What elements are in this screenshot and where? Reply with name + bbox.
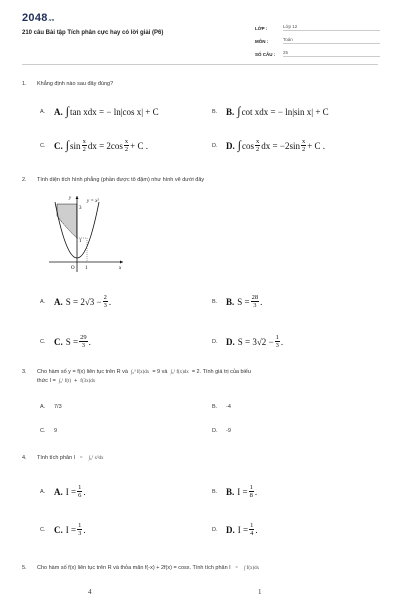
meta-label: LỚP : bbox=[255, 26, 268, 31]
option-label: C. bbox=[54, 140, 63, 151]
meta-value: 25 bbox=[283, 50, 380, 57]
logo-text: 2048 bbox=[22, 12, 48, 24]
question-text bbox=[37, 564, 382, 573]
question-text: Khẳng định nào sau đây đúng? bbox=[37, 81, 114, 87]
fraction bbox=[249, 484, 254, 499]
option-label: A. bbox=[54, 486, 63, 497]
question-text-part: thức I = bbox=[37, 378, 56, 384]
option-expression: cos bbox=[242, 140, 255, 151]
page-title: 210 câu Bài tập Tích phân cực hay có lời giải (P6) bbox=[22, 30, 164, 36]
header-divider bbox=[22, 64, 378, 65]
q5-partial-b: 1 bbox=[258, 588, 262, 596]
question-text: Tính diện tích hình phẳng (phần được tô đậm) như hình vẽ dưới đây bbox=[37, 177, 205, 183]
option-expression: tan xdx = − ln|cos x| + C bbox=[70, 106, 159, 117]
option-value: -9 bbox=[226, 428, 231, 434]
tick-label: 1 bbox=[85, 266, 88, 271]
fraction-denominator: 3 bbox=[81, 342, 85, 349]
option-value: -4 bbox=[226, 404, 231, 410]
fraction-denominator: 3 bbox=[275, 342, 279, 349]
document-meta bbox=[255, 18, 380, 57]
option-letter: D. bbox=[212, 526, 218, 533]
q4-option-c[interactable] bbox=[40, 522, 86, 537]
question-number: 1. bbox=[22, 81, 27, 87]
option-label: C. bbox=[54, 336, 63, 347]
tick-label: 1 bbox=[79, 239, 82, 244]
q4-option-b[interactable] bbox=[212, 484, 257, 499]
option-expression: . bbox=[280, 336, 284, 347]
question-text-part: + bbox=[74, 378, 78, 384]
option-value: 9 bbox=[54, 428, 58, 434]
meta-row-subject bbox=[255, 31, 380, 44]
fraction: $\frac{x}{2}$ bbox=[124, 138, 129, 153]
option-expression: S = 3√2 − bbox=[237, 336, 274, 347]
question-text-part: Tính tích phân I bbox=[37, 455, 76, 461]
question-4 bbox=[22, 454, 382, 463]
option-letter: B. bbox=[212, 404, 218, 410]
fraction-numerator: 1 bbox=[78, 522, 82, 529]
parabola-graph bbox=[45, 194, 125, 274]
option-letter: C. bbox=[40, 338, 46, 345]
option-letter: A. bbox=[40, 488, 46, 495]
fraction bbox=[77, 484, 82, 499]
option-expression: dx = 2cos bbox=[87, 140, 123, 151]
fraction bbox=[103, 294, 108, 309]
q2-option-d[interactable] bbox=[212, 334, 283, 349]
fraction bbox=[275, 334, 280, 349]
option-letter: B. bbox=[212, 108, 218, 115]
meta-value: Lớp 12 bbox=[283, 24, 380, 31]
fraction-denominator: 6 bbox=[78, 492, 82, 499]
integral-sign: ∫ bbox=[237, 138, 242, 152]
option-expression: S = bbox=[237, 296, 250, 307]
q1-option-c[interactable] bbox=[40, 138, 148, 153]
integral-expression: f(3x)dx bbox=[80, 379, 96, 384]
option-value: 7/3 bbox=[54, 404, 62, 410]
fraction-numerator: 2 bbox=[103, 294, 107, 301]
option-letter: C. bbox=[40, 428, 46, 434]
option-letter: D. bbox=[212, 142, 218, 149]
q4-option-d[interactable] bbox=[212, 522, 258, 537]
tick-label: 3 bbox=[79, 206, 82, 211]
option-expression: I = bbox=[65, 524, 77, 535]
option-expression: . bbox=[254, 486, 258, 497]
fraction bbox=[79, 334, 88, 349]
fraction-numerator: 1 bbox=[250, 522, 254, 529]
option-letter: A. bbox=[40, 404, 46, 410]
option-letter: B. bbox=[212, 298, 218, 305]
fraction bbox=[77, 522, 82, 537]
curve-label: y = x² bbox=[87, 199, 99, 204]
question-1 bbox=[22, 80, 382, 89]
x-axis-arrow bbox=[120, 261, 123, 264]
question-number: 3. bbox=[22, 369, 27, 375]
fraction-denominator: 3 bbox=[253, 302, 257, 309]
option-expression: I = bbox=[65, 486, 77, 497]
q2-option-a[interactable] bbox=[40, 294, 111, 309]
q3-option-c[interactable] bbox=[40, 428, 57, 434]
option-letter: C. bbox=[40, 142, 46, 149]
y-axis-label: y bbox=[69, 196, 72, 201]
question-number: 5. bbox=[22, 565, 27, 571]
q3-option-a[interactable] bbox=[40, 404, 62, 410]
option-expression: S = bbox=[65, 336, 79, 347]
option-letter: D. bbox=[212, 428, 218, 434]
fraction-numerator: 28 bbox=[251, 294, 259, 301]
integral-sign: ∫ bbox=[65, 104, 70, 118]
q2-option-b[interactable] bbox=[212, 294, 262, 309]
option-expression: . bbox=[255, 524, 258, 535]
integral-expression: ∫₀³ f(x)dx bbox=[130, 370, 150, 375]
option-label: D. bbox=[226, 524, 235, 535]
meta-row-count bbox=[255, 44, 380, 57]
integral-expression: ∫₀¹ f(x)dx bbox=[170, 370, 189, 375]
question-number: 2. bbox=[22, 177, 27, 183]
option-label: D. bbox=[226, 336, 235, 347]
option-expression: . bbox=[88, 336, 91, 347]
option-letter: C. bbox=[40, 526, 46, 533]
question-text-part: = 9 và bbox=[152, 369, 168, 375]
integral-sign: ∫ bbox=[65, 138, 70, 152]
fraction-numerator: 29 bbox=[80, 334, 87, 341]
option-label: B. bbox=[226, 486, 235, 497]
fraction-denominator: 8 bbox=[249, 492, 253, 499]
integral-sign: ∫ bbox=[237, 104, 241, 118]
fraction: $\frac{x}{2}$ bbox=[82, 138, 86, 153]
fraction-numerator: 1 bbox=[275, 334, 279, 341]
y-axis-arrow bbox=[76, 196, 79, 199]
option-expression: dx = −2sin bbox=[261, 140, 300, 151]
integral-expression: ∫₀¹ f(t) bbox=[58, 379, 72, 384]
x-axis-label: x bbox=[119, 266, 122, 271]
option-expression: S = 2√3 − bbox=[65, 296, 102, 307]
question-3 bbox=[22, 368, 382, 386]
fraction: $\frac{x}{2}$ bbox=[256, 138, 260, 153]
site-logo[interactable] bbox=[22, 12, 54, 24]
fraction bbox=[249, 522, 254, 537]
meta-value: Toán bbox=[283, 37, 380, 44]
q1-option-d[interactable] bbox=[212, 138, 325, 153]
option-label: C. bbox=[54, 524, 63, 535]
fraction-denominator: 3 bbox=[103, 302, 107, 309]
option-expression: + C . bbox=[130, 140, 148, 151]
option-expression: I = bbox=[237, 524, 249, 535]
fraction-denominator: 3 bbox=[78, 530, 82, 537]
option-label: D. bbox=[226, 140, 235, 151]
meta-label: SỐ CÂU : bbox=[255, 52, 276, 57]
question-text bbox=[37, 377, 382, 386]
option-expression: sin bbox=[70, 140, 81, 151]
fraction-denominator: 4 bbox=[250, 530, 254, 537]
fraction: $\frac{x}{2}$ bbox=[301, 138, 306, 153]
shaded-region bbox=[57, 204, 77, 238]
question-text bbox=[37, 454, 382, 463]
fraction-numerator: 1 bbox=[249, 484, 253, 491]
option-expression: . bbox=[83, 486, 86, 497]
option-label: A. bbox=[54, 106, 63, 117]
option-expression: . bbox=[83, 524, 86, 535]
option-expression: I = bbox=[237, 486, 248, 497]
question-text-part: = 2. Tính giá trị của biểu bbox=[191, 369, 251, 375]
fraction-numerator: 1 bbox=[78, 484, 82, 491]
q4-option-a[interactable] bbox=[40, 484, 86, 499]
option-label: B. bbox=[226, 296, 235, 307]
option-expression: . bbox=[108, 296, 112, 307]
q2-option-c[interactable] bbox=[40, 334, 91, 349]
question-text-part: Cho hàm số y = f(x) liên tục trên R và bbox=[37, 369, 128, 375]
equals-sign: = bbox=[235, 566, 239, 571]
meta-row-class bbox=[255, 18, 380, 31]
q1-option-b[interactable] bbox=[212, 104, 329, 119]
question-2 bbox=[22, 176, 382, 185]
q3-option-b[interactable] bbox=[212, 404, 231, 410]
option-label: A. bbox=[54, 296, 63, 307]
origin-label: O bbox=[71, 266, 75, 271]
equals-sign: = bbox=[79, 456, 83, 461]
option-letter: A. bbox=[40, 298, 46, 305]
q5-partial-a: 4 bbox=[88, 588, 92, 596]
option-letter: B. bbox=[212, 488, 218, 495]
q3-option-d[interactable] bbox=[212, 428, 231, 434]
option-label: B. bbox=[226, 106, 235, 117]
option-letter: A. bbox=[40, 108, 46, 115]
question-5 bbox=[22, 564, 382, 573]
integral-expression: ∫₀¹ x²dx bbox=[88, 456, 104, 461]
question-number: 4. bbox=[22, 455, 27, 461]
integral-expression: ∫ f(x)dx bbox=[244, 566, 260, 571]
option-expression: . bbox=[260, 296, 263, 307]
q1-option-a[interactable] bbox=[40, 104, 159, 119]
question-text-part: Cho hàm số f(x) liên tục trên R và thỏa mãn f(-x) + 2f(x) = cosx. Tính tích phân I bbox=[37, 565, 231, 571]
question-text bbox=[37, 368, 382, 377]
option-expression: cot xdx = − ln|sin x| + C bbox=[241, 106, 329, 117]
option-letter: D. bbox=[212, 338, 218, 345]
meta-label: MÔN : bbox=[255, 39, 269, 44]
option-expression: + C . bbox=[307, 140, 326, 151]
fraction bbox=[251, 294, 263, 309]
logo-suffix: .vn bbox=[47, 17, 55, 22]
